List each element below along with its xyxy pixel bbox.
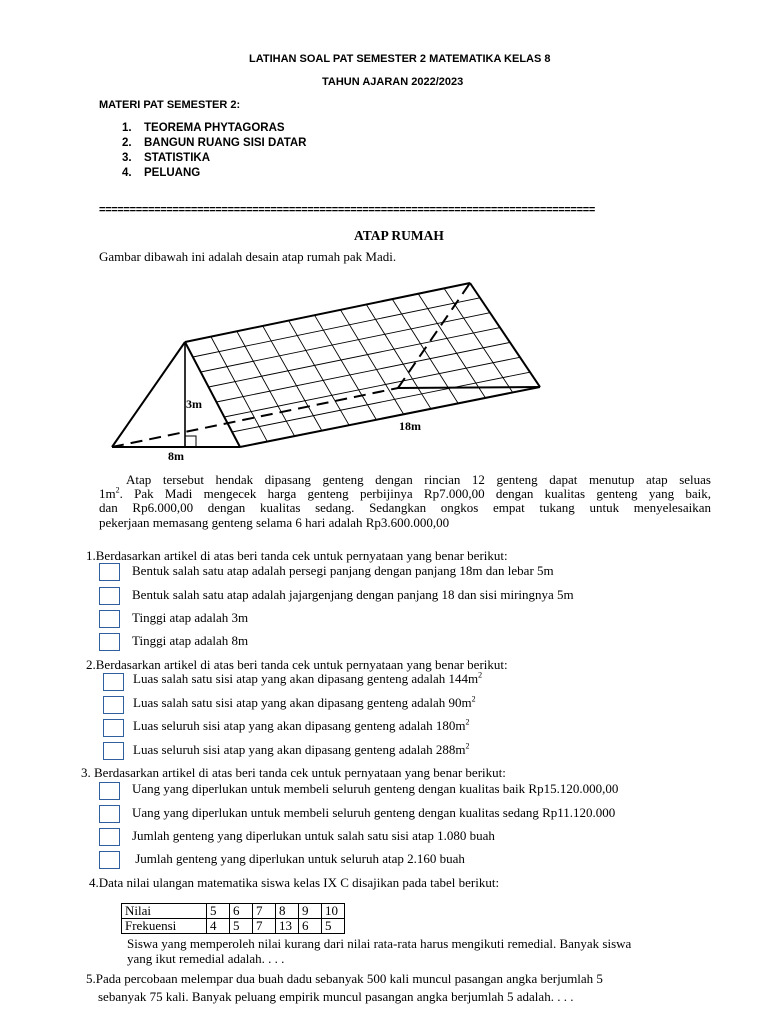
q2-checkbox-4[interactable]	[103, 742, 124, 760]
roof-prism-figure	[0, 0, 768, 470]
q2-option-4: Luas seluruh sisi atap yang akan dipasang genteng adalah $288m^2$	[133, 741, 470, 757]
q4-text-line-1: Siswa yang memperoleh nilai kurang dari nilai rata-rata harus mengikuti remedial. Banyak siswa	[127, 936, 632, 951]
worksheet-title: LATIHAN SOAL PAT SEMESTER 2 MATEMATIKA KELAS 8	[249, 53, 551, 65]
roof-tile-grid	[193, 288, 530, 441]
roof-grid-line	[201, 313, 490, 372]
q1-checkbox-1[interactable]	[99, 563, 120, 581]
q3-option-1: Uang yang diperlukan untuk membeli seluruh genteng dengan kualitas baik Rp15.120.000,00	[132, 781, 619, 796]
table-cell: 4	[207, 919, 230, 934]
roof-back-slope	[470, 283, 540, 387]
table-row	[122, 919, 345, 934]
q1-checkbox-3[interactable]	[99, 610, 120, 628]
length-label: 18m	[399, 419, 421, 433]
q1-checkbox-4[interactable]	[99, 633, 120, 651]
table-cell: 10	[322, 904, 345, 919]
table-cell: 5	[322, 919, 345, 934]
materi-label: MATERI PAT SEMESTER 2:	[99, 99, 241, 111]
base-label: 8m	[168, 449, 184, 463]
problem-paragraph: Atap tersebut hendak dipasang genteng dengan rincian 12 genteng dapat menutup atap seluas $1m^2$. Pak Madi mengecek harga genteng perbijinya Rp7.000,00 dengan kualitas genteng yang baik, dan Rp6.000,00 dengan kualitas sedang. Sedangkan ongkos empat tukang untuk menyelesaikan pekerjaan memasang genteng selama 6 hari adalah Rp3.600.000,00	[99, 472, 711, 530]
q3-checkbox-4[interactable]	[99, 851, 120, 869]
topic-item: 1. TEOREMA PHYTAGORAS	[122, 122, 285, 134]
q2-option-2: Luas salah satu sisi atap yang akan dipasang genteng adalah $90m^2$	[133, 694, 476, 710]
q3-option-3: Jumlah genteng yang diperlukan untuk salah satu sisi atap 1.080 buah	[132, 828, 495, 843]
table-cell: 7	[253, 904, 276, 919]
topic-item: 2. BANGUN RUANG SISI DATAR	[122, 137, 307, 149]
roof-grid-line	[211, 337, 267, 442]
q1-option-3: Tinggi atap adalah 3m	[132, 610, 249, 625]
q2-checkbox-3[interactable]	[103, 719, 124, 737]
hidden-base-edge	[112, 388, 398, 447]
roof-grid-line	[216, 342, 510, 402]
q1-option-4: Tinggi atap adalah 8m	[132, 633, 249, 648]
table-header-cell: Frekuensi	[122, 919, 207, 934]
table-cell: 5	[230, 919, 253, 934]
roof-grid-line	[209, 328, 500, 387]
question-2-prompt: 2.Berdasarkan artikel di atas beri tanda cek untuk pernyataan yang benar berikut:	[86, 657, 508, 672]
question-3-prompt: 3. Berdasarkan artikel di atas beri tanda cek untuk pernyataan yang benar berikut:	[81, 765, 506, 780]
q1-option-1: Bentuk salah satu atap adalah persegi panjang dengan panjang 18m dan lebar 5m	[132, 563, 554, 578]
height-label: 3m	[186, 397, 202, 411]
topic-item: 3. STATISTIKA	[122, 152, 211, 164]
q3-option-2: Uang yang diperlukan untuk membeli seluruh genteng dengan kualitas sedang Rp11.120.000	[132, 805, 616, 820]
q3-checkbox-1[interactable]	[99, 782, 120, 800]
section-title: ATAP RUMAH	[354, 228, 444, 243]
roof-ridge	[185, 283, 470, 342]
table-row	[122, 904, 345, 919]
right-angle-mark	[185, 436, 196, 447]
table-cell: 6	[299, 919, 322, 934]
q4-text-line-2: yang ikut remedial adalah. . . .	[127, 951, 285, 966]
q5-text-line-1: 5.Pada percobaan melempar dua buah dadu sebanyak 500 kali muncul pasangan angka berjumlah 5	[86, 971, 603, 986]
q2-checkbox-1[interactable]	[103, 673, 124, 691]
roof-grid-line	[289, 321, 349, 426]
q3-checkbox-2[interactable]	[99, 805, 120, 823]
section-intro: Gambar dibawah ini adalah desain atap rumah pak Madi.	[99, 249, 397, 264]
table-cell: 6	[230, 904, 253, 919]
q2-checkbox-2[interactable]	[103, 696, 124, 714]
roof-eave	[240, 387, 540, 447]
back-base-edge	[398, 387, 540, 388]
roof-grid-line	[232, 372, 530, 432]
q1-option-2: Bentuk salah satu atap adalah jajargenjang dengan panjang 18 dan sisi miringnya 5m	[132, 587, 574, 602]
table-cell: 8	[276, 904, 299, 919]
table-header-cell: Nilai	[122, 904, 207, 919]
q2-option-3: Luas seluruh sisi atap yang akan dipasang genteng adalah $180m^2$	[133, 717, 470, 733]
q2-option-1: Luas salah satu sisi atap yang akan dipasang genteng adalah $144m^2$	[133, 670, 483, 686]
table-cell: 9	[299, 904, 322, 919]
score-frequency-table	[121, 903, 345, 934]
roof-grid-line	[340, 310, 403, 414]
roof-grid-line	[444, 288, 513, 392]
table-cell: 13	[276, 919, 299, 934]
table-cell: 7	[253, 919, 276, 934]
topic-item: 4. PELUANG	[122, 167, 201, 179]
q3-checkbox-3[interactable]	[99, 828, 120, 846]
roof-grid-line	[193, 298, 480, 357]
table-cell: 5	[207, 904, 230, 919]
school-year: TAHUN AJARAN 2022/2023	[322, 76, 464, 88]
question-1-prompt: 1.Berdasarkan artikel di atas beri tanda cek untuk pernyataan yang benar berikut:	[86, 548, 508, 563]
q3-option-4: Jumlah genteng yang diperlukan untuk seluruh atap 2.160 buah	[132, 851, 465, 866]
divider-rule: =================================================================================	[99, 204, 596, 216]
q1-checkbox-2[interactable]	[99, 587, 120, 605]
roof-left-edge	[112, 342, 185, 447]
q5-text-line-2: sebanyak 75 kali. Banyak peluang empirik muncul pasangan angka berjumlah 5 adalah. . . .	[98, 989, 574, 1004]
question-4-prompt: 4.Data nilai ulangan matematika siswa kelas IX C disajikan pada tabel berikut:	[89, 875, 500, 890]
